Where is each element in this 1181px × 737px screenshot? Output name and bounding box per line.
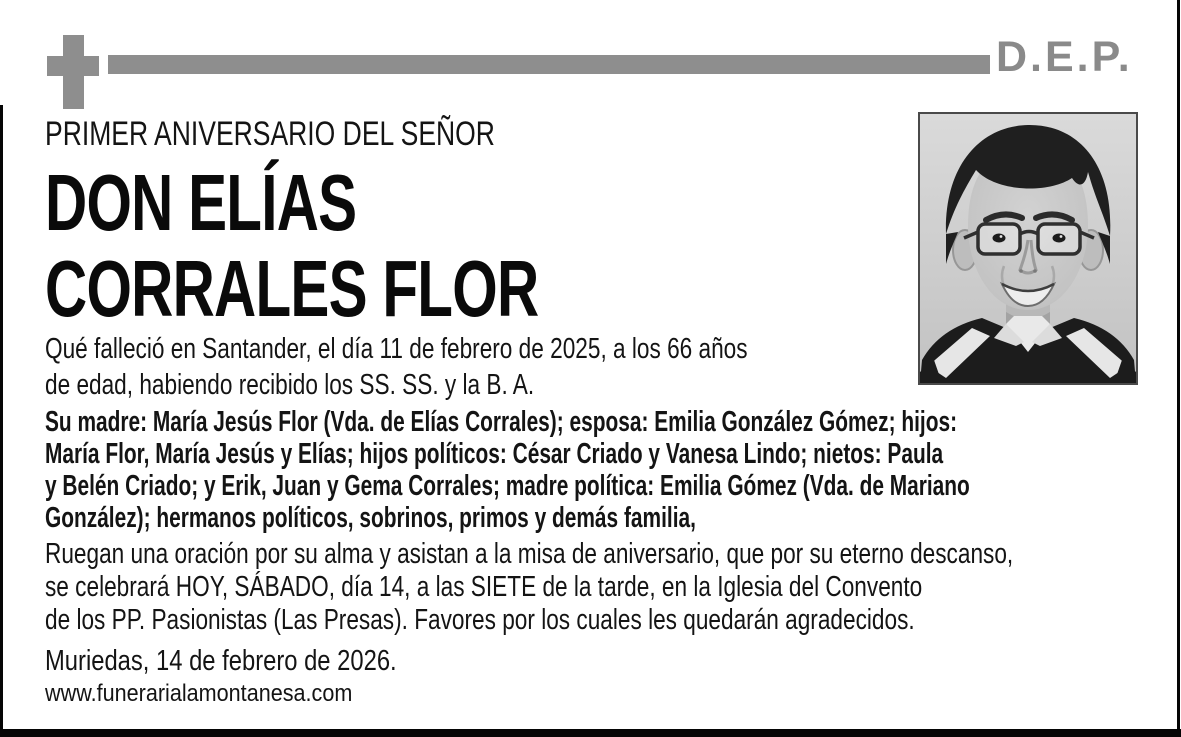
anniversary-kicker: PRIMER ANIVERSARIO DEL SEÑOR [45, 115, 495, 153]
prayer-line: Ruegan una oración por su alma y asistan a la misa de aniversario, que por su eterno descanso, [45, 538, 1014, 570]
family-paragraph [45, 406, 1165, 534]
place-date-line: Muriedas, 14 de febrero de 2026. [45, 645, 397, 677]
page-border-bottom [0, 729, 1181, 737]
family-line: González); hermanos políticos, sobrinos, primos y demás familia, [45, 502, 696, 534]
prayer-line: se celebrará HOY, SÁBADO, día 14, a las SIETE de la tarde, en la Iglesia del Convento [45, 571, 923, 603]
deceased-name-line2: CORRALES FLOR [45, 244, 539, 333]
header-divider-bar [108, 55, 990, 74]
page-border-left [0, 105, 3, 737]
prayer-line: de los PP. Pasionistas (Las Presas). Favores por los cuales les quedarán agradecidos. [45, 604, 915, 636]
death-notice-line: Qué falleció en Santander, el día 11 de febrero de 2025, a los 66 años [45, 333, 748, 365]
death-notice-line: de edad, habiendo recibido los SS. SS. y la B. A. [45, 368, 535, 401]
page-border-right [1177, 0, 1180, 737]
family-line: Su madre: María Jesús Flor (Vda. de Elías Corrales); esposa: Emilia González Gómez; hijos: [45, 406, 958, 438]
obituary-text-column [45, 114, 1165, 708]
death-notice-paragraph [45, 332, 1165, 403]
deceased-name-line1: DON ELÍAS [45, 158, 357, 247]
family-line: María Flor, María Jesús y Elías; hijos políticos: César Criado y Vanesa Lindo; nietos: Paula [45, 438, 944, 470]
prayer-paragraph [45, 538, 1165, 637]
family-line: y Belén Criado; y Erik, Juan y Gema Corrales; madre política: Emilia Gómez (Vda. de Mariano [45, 470, 970, 502]
dep-label: D.E.P. [996, 33, 1133, 81]
funeral-home-website: www.funerarialamontanesa.com [45, 680, 353, 707]
cross-icon-horizontal [47, 56, 99, 76]
deceased-name [45, 160, 1165, 332]
